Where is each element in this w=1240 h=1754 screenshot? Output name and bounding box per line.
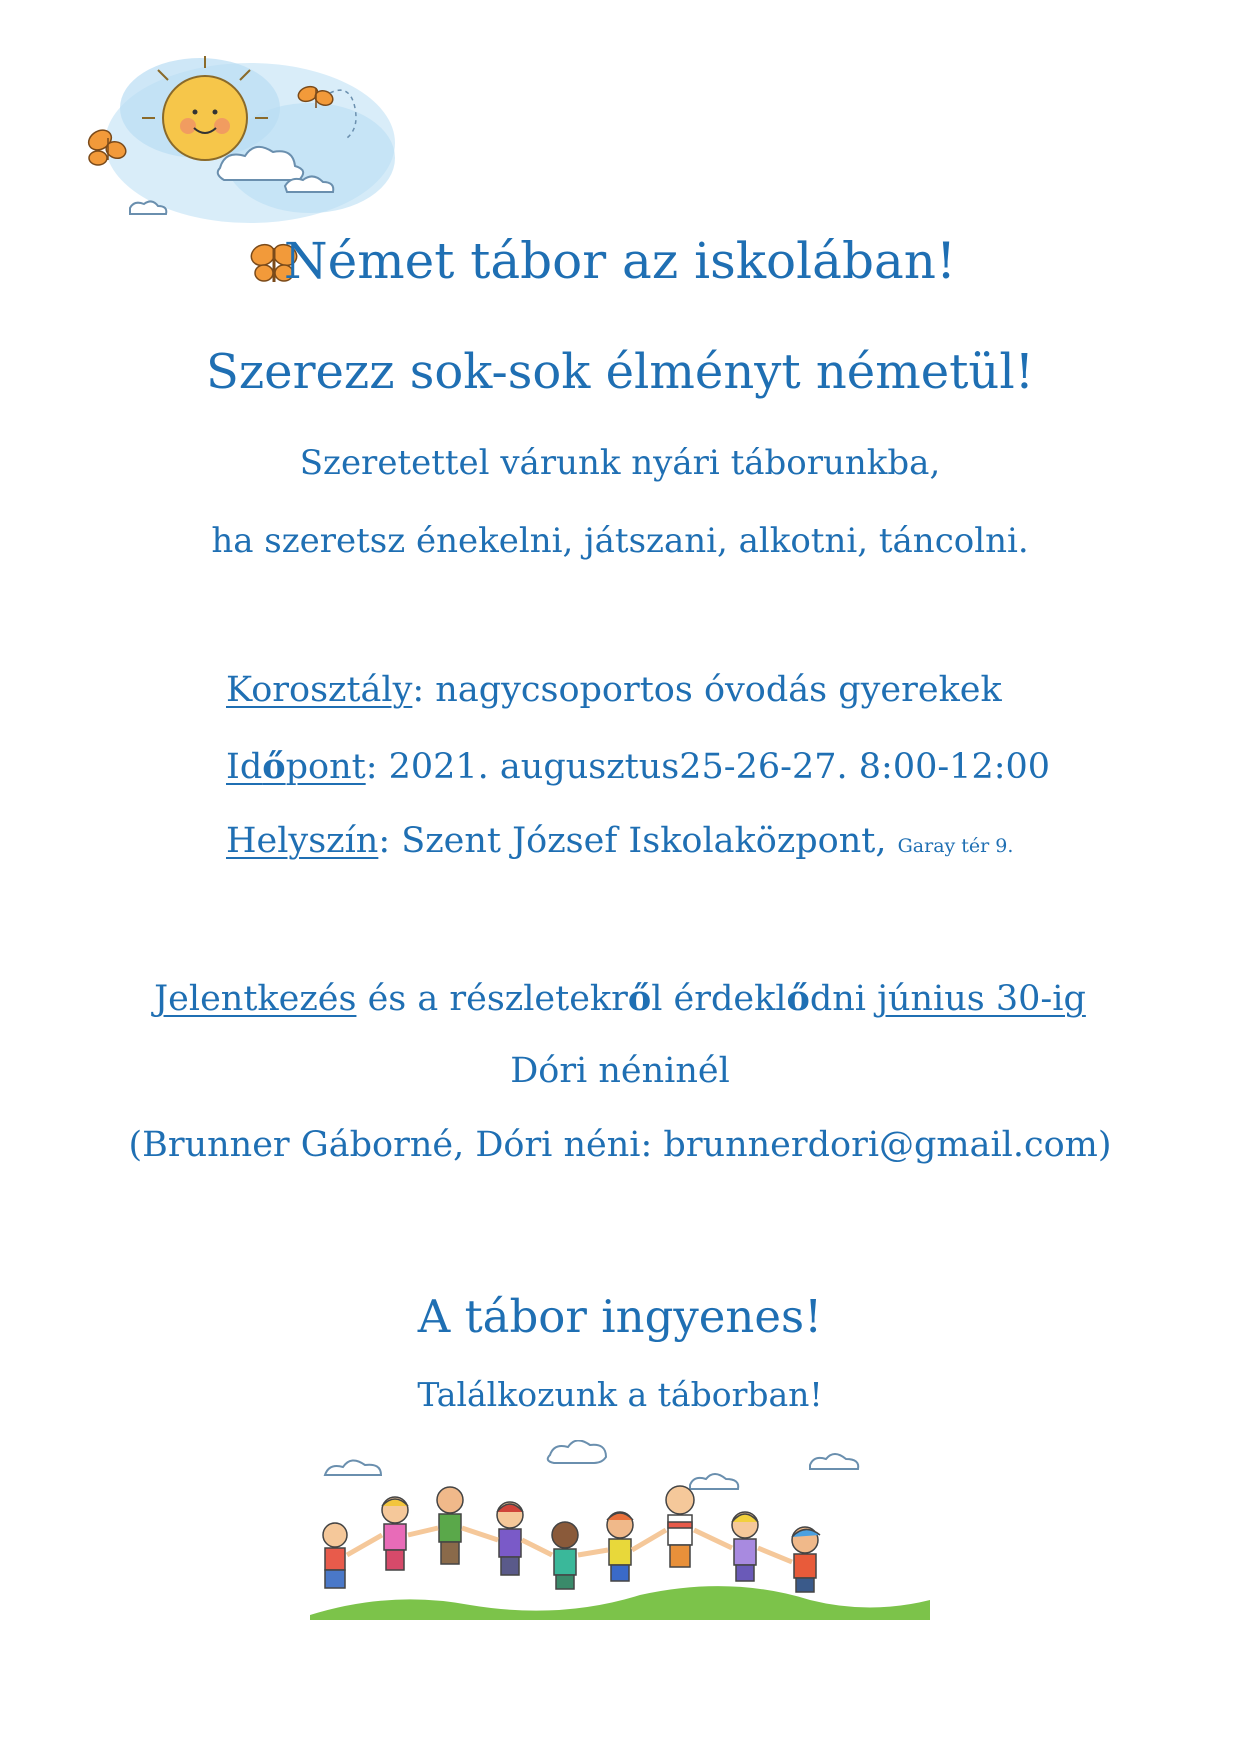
- time-label-part: ő: [262, 746, 286, 787]
- place-row: [226, 821, 1013, 861]
- child-figure: [497, 1502, 523, 1575]
- closing-line: Találkozunk a táborban!: [417, 1375, 823, 1414]
- time-label: [226, 747, 366, 787]
- child-figure: [792, 1527, 820, 1592]
- children-holding-hands-illustration: [310, 1440, 930, 1620]
- cloud-icon: [325, 1440, 858, 1489]
- child-figure: [552, 1522, 578, 1589]
- child-figure: [607, 1512, 633, 1581]
- time-row: [226, 746, 1050, 787]
- signup-text: és a részletekr: [356, 979, 628, 1019]
- signup-text: dni: [809, 979, 878, 1019]
- age-group-label: Korosztály: [226, 670, 413, 710]
- place-address: Garay tér 9.: [897, 835, 1014, 857]
- child-figure: [437, 1487, 463, 1564]
- invitation-line-2: ha szeretsz énekelni, játszani, alkotni, táncolni.: [211, 521, 1029, 561]
- grass-hill: [310, 1586, 930, 1620]
- signup-word: Jelentkezés: [154, 979, 357, 1019]
- sun-clouds-butterflies-illustration: [80, 48, 410, 248]
- page-title: Német tábor az iskolában!: [283, 232, 957, 290]
- time-label-part: Id: [226, 747, 263, 787]
- child-figure: [382, 1497, 408, 1570]
- subtitle: Szerezz sok-sok élményt németül!: [206, 344, 1034, 400]
- signup-text: ő: [786, 978, 810, 1019]
- free-note: A tábor ingyenes!: [417, 1290, 823, 1343]
- child-figure: [732, 1512, 758, 1581]
- age-group-row: [226, 670, 1002, 710]
- sky-cloud-background: [105, 58, 395, 223]
- time-label-part: pont: [285, 747, 366, 787]
- contact-detail: (Brunner Gáborné, Dóri néni: brunnerdori@gmail.com): [128, 1125, 1112, 1165]
- child-figure: [323, 1523, 347, 1588]
- child-figure: [666, 1486, 694, 1567]
- invitation-line-1: Szeretettel várunk nyári táborunkba,: [299, 443, 941, 483]
- time-value: : 2021. augusztus25-26-27. 8:00-12:00: [365, 747, 1051, 787]
- place-value: : Szent József Iskolaközpont,: [378, 821, 898, 861]
- contact-name: Dóri néninél: [510, 1051, 730, 1091]
- signup-line: [0, 978, 1240, 1019]
- signup-deadline: június 30-ig: [877, 979, 1086, 1019]
- signup-text: ő: [627, 978, 652, 1019]
- place-label: Helyszín: [226, 821, 379, 861]
- signup-text: l érdekl: [651, 979, 787, 1019]
- children-row: [323, 1486, 820, 1592]
- age-group-value: : nagycsoportos óvodás gyerekek: [412, 670, 1002, 710]
